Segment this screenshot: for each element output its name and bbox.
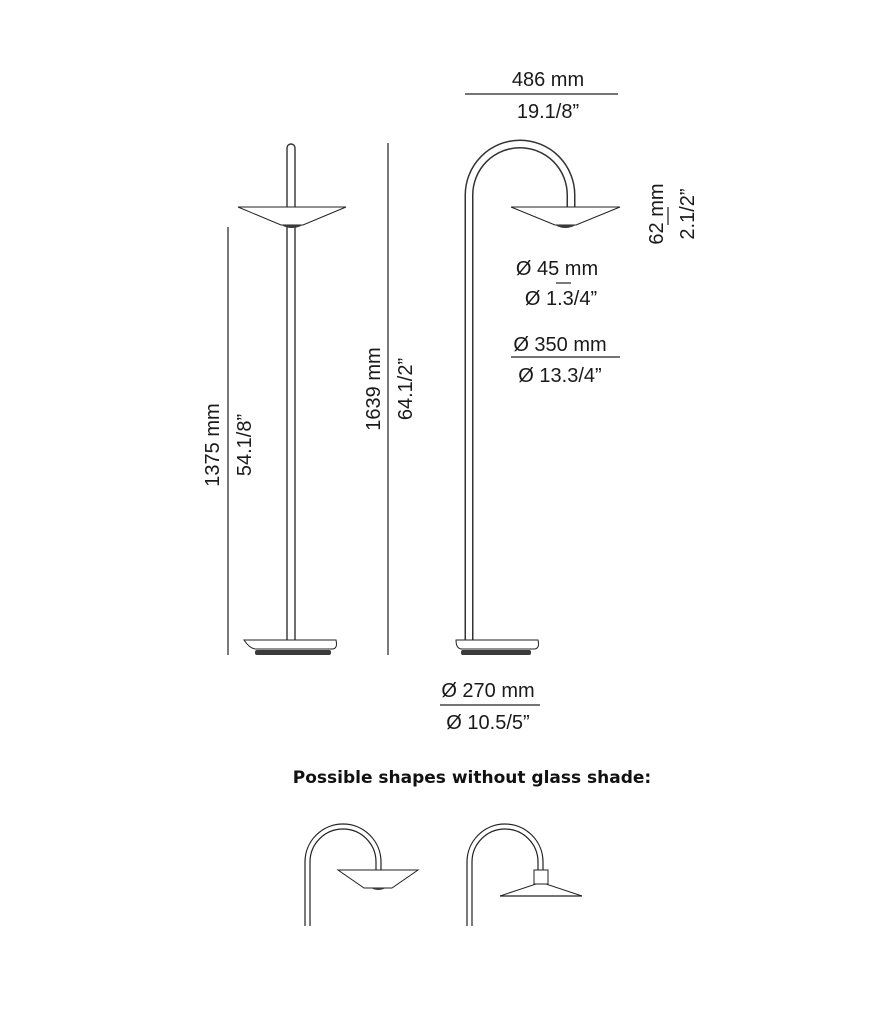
curved-lamp-shade — [511, 207, 620, 225]
straight-lamp-base-foot — [255, 650, 331, 655]
curved-lamp-base-foot — [461, 650, 531, 655]
straight-lamp-base — [244, 640, 337, 649]
pole-diameter-inch: Ø 1.3/4” — [524, 288, 598, 310]
shade-diameter-inch: Ø 13.3/4” — [518, 365, 602, 387]
alt-shape-disc-shade — [500, 884, 582, 896]
curved-lamp — [456, 144, 620, 655]
arm-reach-mm: 486 mm — [511, 69, 585, 91]
alt-shape-disc — [467, 824, 582, 926]
alt-shape-conical-shade — [338, 870, 418, 888]
alt-shape-conical — [305, 824, 418, 926]
shade-bottom-height-mm: 1375 mm — [202, 403, 224, 487]
base-diameter-inch: Ø 10.5/5” — [446, 712, 530, 734]
straight-lamp-shade — [238, 207, 346, 225]
arm-reach-inch: 19.1/8” — [516, 101, 580, 123]
total-height-inch: 64.1/2” — [395, 357, 417, 421]
curved-lamp-shade-underside — [555, 225, 576, 228]
straight-lamp — [238, 144, 346, 655]
shade-bottom-height-inch: 54.1/8” — [234, 413, 256, 477]
shade-height-inch: 2.1/2” — [677, 188, 699, 240]
alt-shape-disc-fitting — [534, 870, 548, 884]
straight-lamp-shade-underside — [281, 225, 303, 228]
total-height-mm: 1639 mm — [363, 347, 385, 431]
pole-diameter-mm: Ø 45 mm — [515, 258, 599, 280]
shapes-caption: Possible shapes without glass shade: — [292, 768, 652, 788]
shade-height-mm: 62 mm — [646, 183, 668, 245]
curved-lamp-base — [456, 640, 539, 649]
shade-diameter-mm: Ø 350 mm — [513, 334, 607, 356]
base-diameter-mm: Ø 270 mm — [441, 680, 535, 702]
